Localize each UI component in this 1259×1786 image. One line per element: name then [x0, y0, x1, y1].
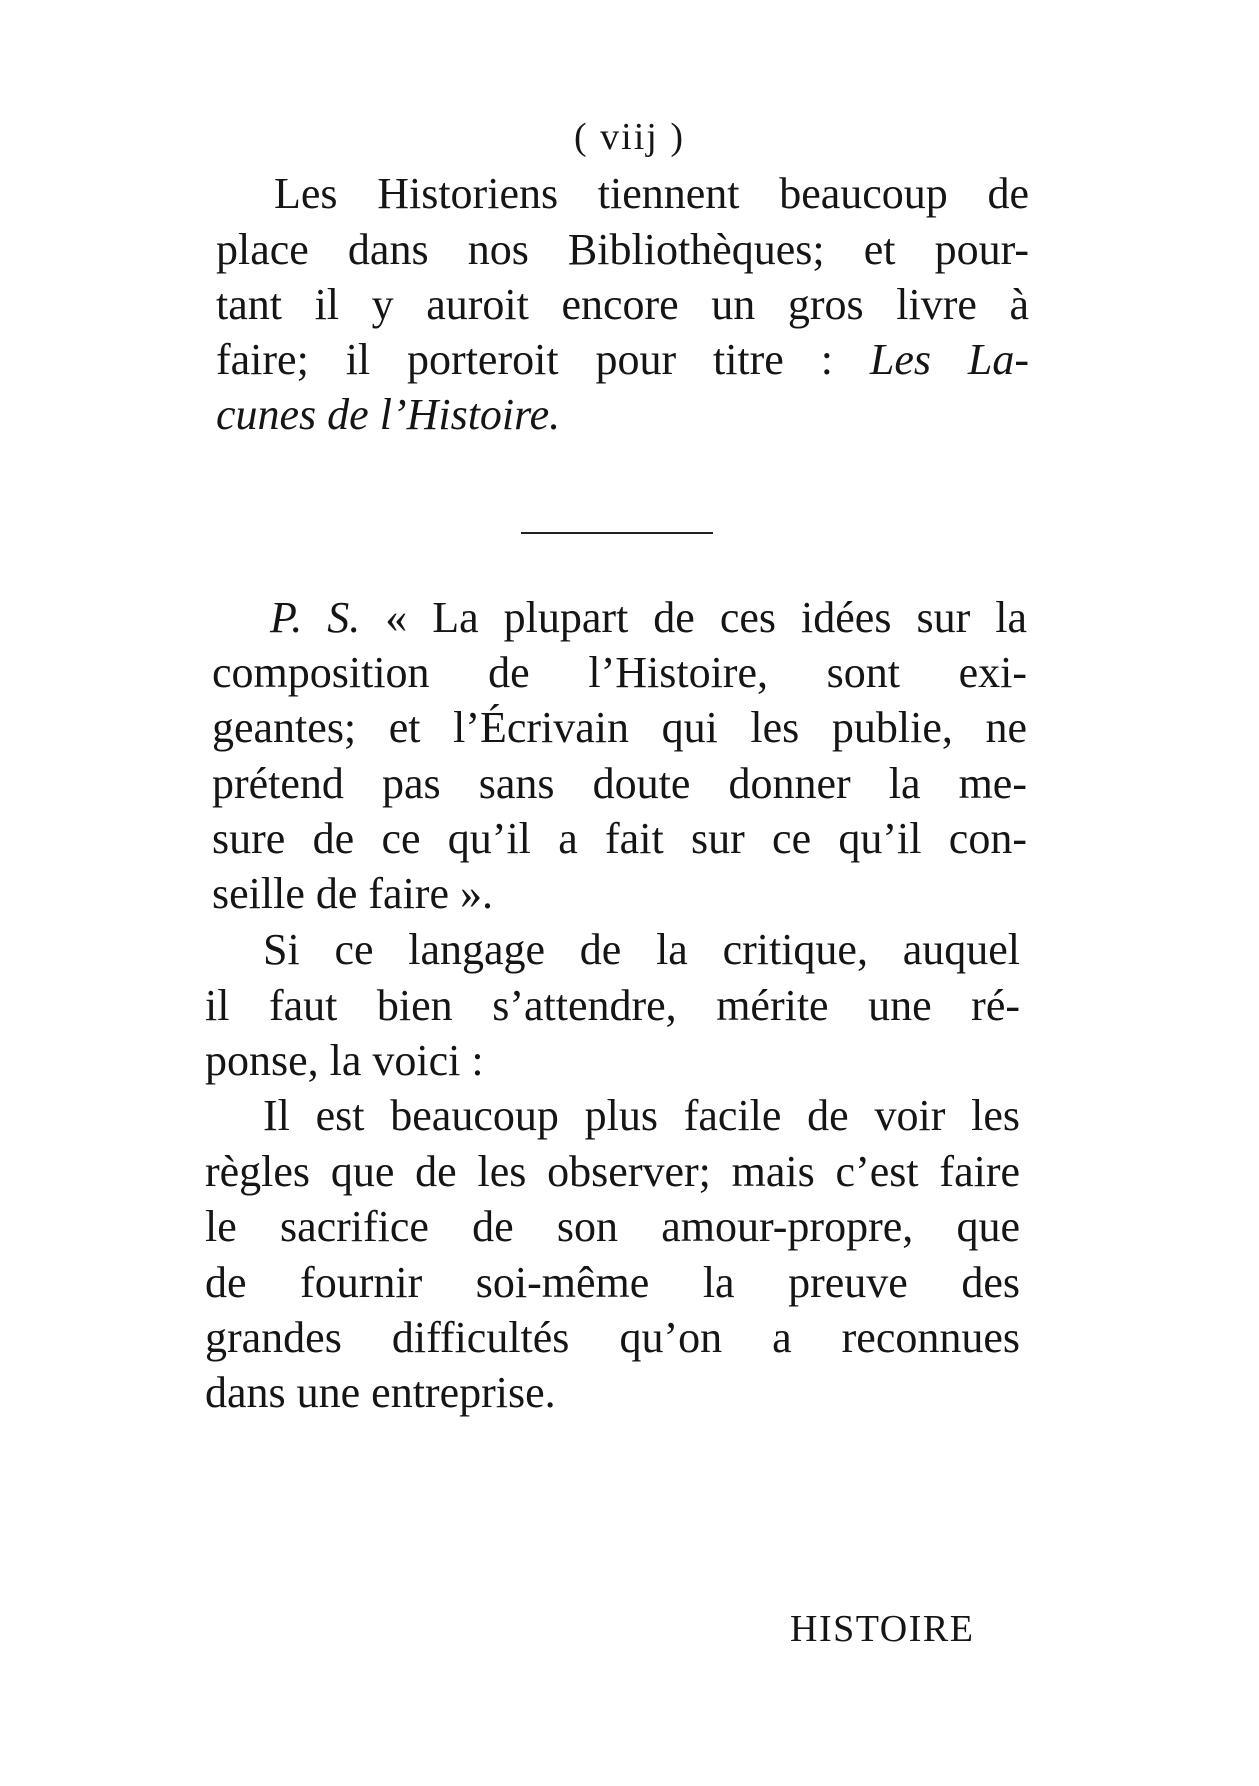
paragraph-2-line-2: composition de l’Histoire, sont exi-: [212, 648, 1027, 697]
page-number: ( viij ): [574, 116, 685, 158]
paragraph-4-line-1: Il est beaucoup plus facile de voir les: [263, 1091, 1020, 1140]
paragraph-2-line-1: [212, 593, 1027, 642]
ps-label: P. S.: [270, 593, 361, 642]
paragraph-4-line-6: dans une entreprise.: [205, 1368, 556, 1417]
paragraph-1-line-1: Les Historiens tiennent beaucoup de: [274, 169, 1029, 218]
paragraph-3-line-1: Si ce langage de la critique, auquel: [263, 925, 1020, 974]
paragraph-4-line-4: de fournir soi-même la preuve des: [205, 1258, 1020, 1307]
paragraph-4-line-3: le sacrifice de son amour-propre, que: [205, 1202, 1020, 1251]
paragraph-1-line-3: tant il y auroit encore un gros livre à: [216, 280, 1029, 329]
paragraph-3-line-2: il faut bien s’attendre, mérite une ré-: [205, 981, 1020, 1030]
paragraph-4-line-5: grandes difficultés qu’on a reconnues: [205, 1313, 1020, 1362]
paragraph-4-line-2: règles que de les observer; mais c’est faire: [205, 1147, 1020, 1196]
paragraph-1-title-start: Les La-: [869, 335, 1029, 384]
paragraph-2-line-3: geantes; et l’Écrivain qui les publie, ne: [212, 703, 1027, 752]
paragraph-1-line-5: cunes de l’Histoire.: [216, 390, 561, 439]
paragraph-1-line-2: place dans nos Bibliothèques; et pour-: [216, 225, 1029, 274]
paragraph-3-line-3: ponse, la voici :: [205, 1036, 484, 1085]
paragraph-2-line-4: prétend pas sans doute donner la me-: [212, 759, 1027, 808]
paragraph-1-line-4: [216, 335, 1029, 384]
paragraph-2-line-6: seille de faire ».: [212, 869, 493, 918]
paragraph-2-line-1-text: « La plupart de ces idées sur la: [385, 593, 1027, 642]
section-divider: [521, 532, 713, 534]
paragraph-1-line-4-text: faire; il porteroit pour titre :: [216, 335, 833, 384]
catchword: HISTOIRE: [790, 1608, 975, 1650]
paragraph-2-line-5: sure de ce qu’il a fait sur ce qu’il con-: [212, 814, 1027, 863]
